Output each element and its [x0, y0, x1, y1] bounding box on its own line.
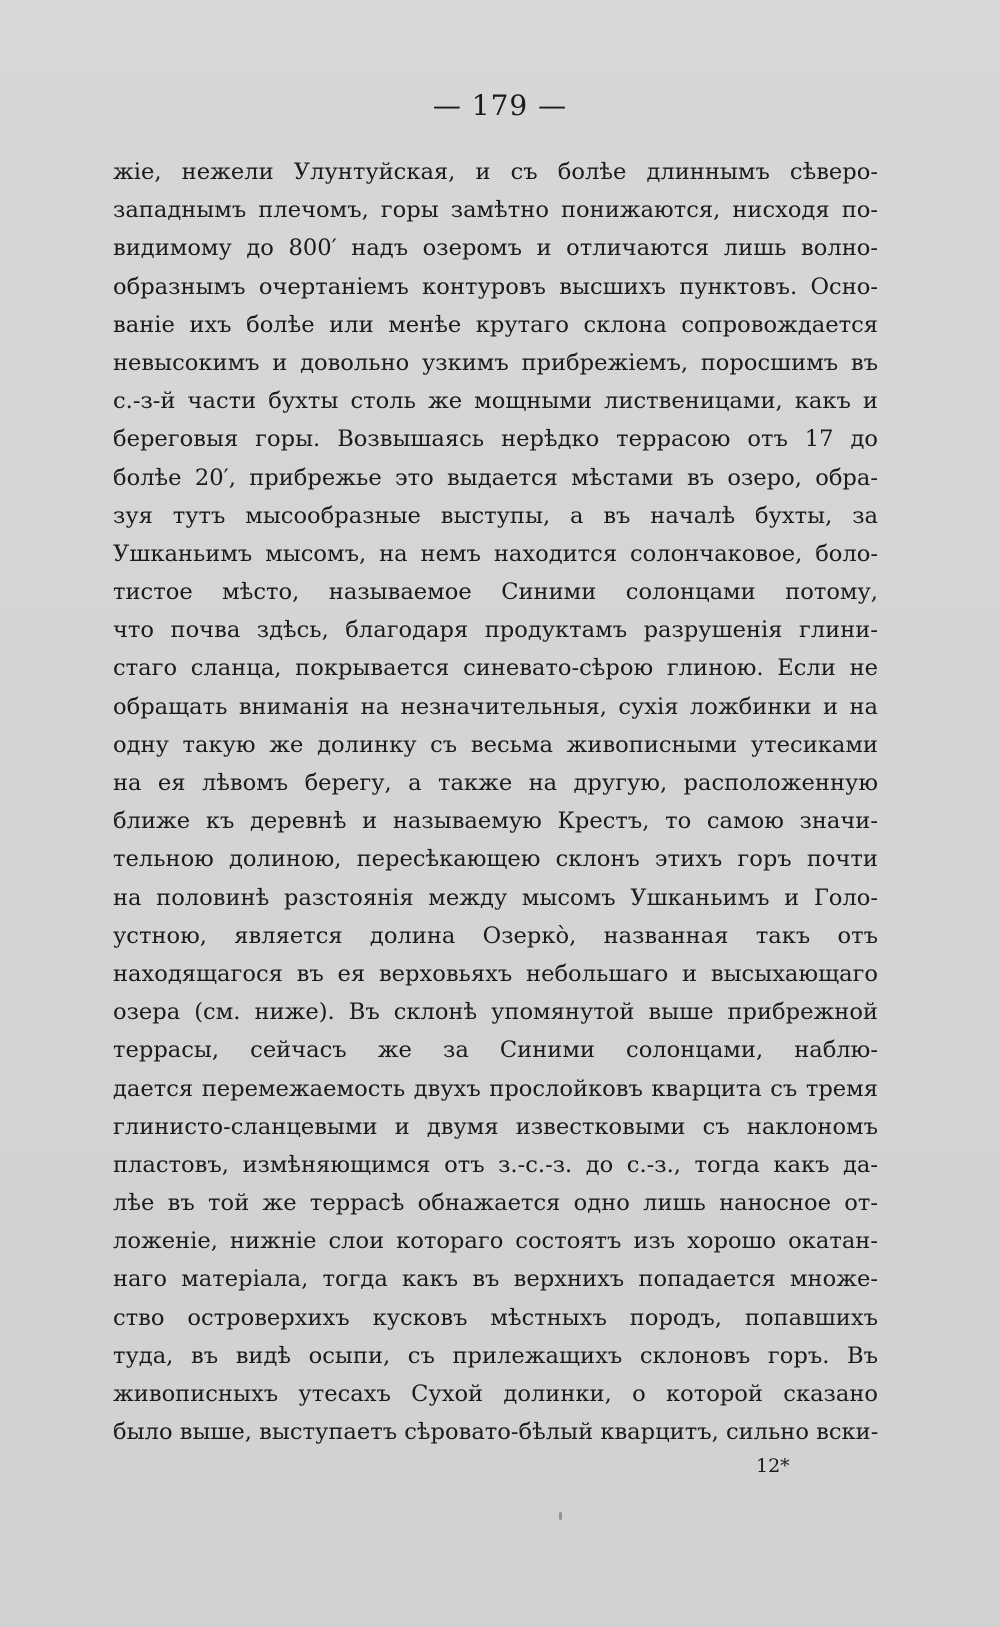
text-line: ближе къ деревнѣ и называемую Крестъ, то самою значи- — [113, 808, 878, 835]
text-line: живописныхъ утесахъ Сухой долинки, о которой сказано — [113, 1381, 878, 1407]
text-line: дается перемежаемость двухъ прослойковъ кварцита съ тремя — [113, 1075, 878, 1102]
text-line: тельною долиною, пересѣкающею склонъ этихъ горъ почти — [113, 846, 878, 873]
text-line: жіе, нежели Улунтуйская, и съ болѣе длиннымъ сѣверо- — [113, 159, 878, 185]
text-line: наго матеріала, тогда какъ въ верхнихъ попадается множе- — [113, 1266, 878, 1293]
text-line: на половинѣ разстоянія между мысомъ Ушканьимъ и Голо- — [113, 884, 878, 911]
text-line: видимому до 800′ надъ озеромъ и отличаются лишь волно- — [113, 235, 878, 262]
text-line: тистое мѣсто, называемое Синими солонцами потому, — [113, 579, 878, 606]
text-line: стаго сланца, покрывается синевато-сѣрою глиною. Если не — [113, 655, 878, 682]
text-line: западнымъ плечомъ, горы замѣтно понижаются, нисходя по- — [113, 197, 878, 224]
text-line: ложеніе, нижніе слои котораго состоятъ изъ хорошо окатан- — [113, 1228, 878, 1255]
text-line: находящагося въ ея верховьяхъ небольшаго и высыхающаго — [113, 960, 878, 987]
text-line: ваніе ихъ болѣе или менѣе крутаго склона сопровождается — [113, 311, 878, 338]
text-line: ство островерхихъ кусковъ мѣстныхъ породъ, попавшихъ — [113, 1304, 878, 1331]
text-line: береговыя горы. Возвышаясь нерѣдко террасою отъ 17 до — [113, 426, 878, 453]
text-line: было выше, выступаетъ сѣровато-бѣлый кварцитъ, сильно вски- — [113, 1419, 879, 1446]
printer-signature: 12* — [756, 1455, 790, 1477]
paper-speck — [559, 1512, 562, 1520]
text-line: что почва здѣсь, благодаря продуктамъ разрушенія глини- — [113, 617, 878, 644]
text-line: глинисто-сланцевыми и двумя известковыми съ наклономъ — [113, 1113, 878, 1140]
body-text — [113, 153, 878, 1451]
text-line: лѣе въ той же террасѣ обнажается одно лишь наносное от- — [113, 1190, 878, 1217]
text-line: с.-з-й части бухты столь же мощными лиственицами, какъ и — [113, 388, 878, 415]
text-line: озера (см. ниже). Въ склонѣ упомянутой выше прибрежной — [113, 999, 878, 1026]
text-line: обращать вниманія на незначительныя, сухія ложбинки и на — [113, 693, 878, 720]
text-line: невысокимъ и довольно узкимъ прибрежіемъ, поросшимъ въ — [113, 349, 878, 376]
text-line: одну такую же долинку съ весьма живописными утесиками — [113, 731, 878, 758]
text-line: террасы, сейчасъ же за Синими солонцами, наблю- — [113, 1037, 878, 1064]
page-number: — 179 — — [432, 89, 568, 122]
text-line: зуя тутъ мысообразные выступы, а въ началѣ бухты, за — [113, 502, 878, 529]
text-line: Ушканьимъ мысомъ, на немъ находится солончаковое, боло- — [113, 540, 878, 567]
text-line: образнымъ очертаніемъ контуровъ высшихъ пунктовъ. Осно- — [113, 273, 878, 300]
text-line: болѣе 20′, прибрежье это выдается мѣстами въ озеро, обра- — [113, 464, 878, 491]
text-line: пластовъ, измѣняющимся отъ з.-с.-з. до с.-з., тогда какъ да- — [113, 1151, 878, 1178]
text-line: на ея лѣвомъ берегу, а также на другую, расположенную — [113, 770, 878, 796]
text-line: устною, является долина Озеркò, названная такъ отъ — [113, 922, 878, 949]
text-line: туда, въ видѣ осыпи, съ прилежащихъ склоновъ горъ. Въ — [113, 1342, 878, 1369]
